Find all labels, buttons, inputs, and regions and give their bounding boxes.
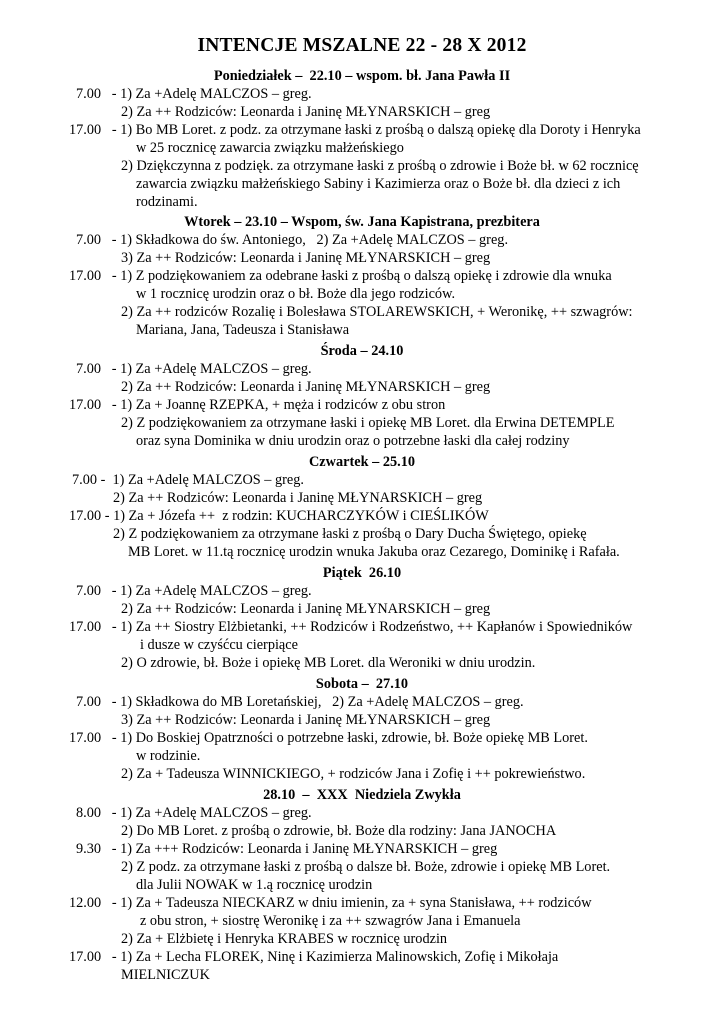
intention-line: w rodzinie. [136, 748, 201, 764]
intention-line: i dusze w czyśćcu cierpiące [140, 637, 298, 653]
intention-line: 17.00 - 1) Za ++ Siostry Elżbietanki, ++ Rodziców i Rodzeństwo, ++ Kapłanów i Spowiedników [69, 619, 633, 635]
intention-line: 17.00 - 1) Bo MB Loret. z podz. za otrzymane łaski z prośbą o dalszą opiekę dla Doroty i Henryka [69, 122, 641, 138]
day-heading-saturday: Sobota – 27.10 [315, 676, 409, 692]
intention-line: 7.00 - 1) Za +Adelę MALCZOS – greg. [72, 472, 305, 488]
day-heading-wednesday: Środa – 24.10 [320, 343, 404, 359]
intention-line: 2) Za + Tadeusza WINNICKIEGO, + rodziców Jana i Zofię i ++ pokrewieństwo. [121, 766, 586, 782]
intention-line: 2) Za ++ Rodziców: Leonarda i Janinę MŁYNARSKICH – greg [113, 490, 483, 506]
intention-line: w 1 rocznicę urodzin oraz o bł. Boże dla jego rodziców. [136, 286, 456, 302]
intention-line: z obu stron, + siostrę Weronikę i za ++ szwagrów Jana i Emanuela [140, 913, 521, 929]
day-heading-tuesday: Wtorek – 23.10 – Wspom, św. Jana Kapistrana, prezbitera [184, 214, 540, 230]
intention-line: 8.00 - 1) Za +Adelę MALCZOS – greg. [76, 805, 312, 821]
intention-line: 2) Za ++ Rodziców: Leonarda i Janinę MŁYNARSKICH – greg [121, 379, 491, 395]
intention-line: 7.00 - 1) Składkowa do MB Loretańskiej, 2) Za +Adelę MALCZOS – greg. [76, 694, 524, 710]
intention-line: 2) Dziękczynna z podzięk. za otrzymane łaski z prośbą o zdrowie i Boże bł. w 62 rocznicę [121, 158, 639, 174]
intention-line: 2) Z podz. za otrzymane łaski z prośbą o dalsze bł. Boże, zdrowie i opiekę MB Loret. [121, 859, 611, 875]
intention-line: rodzinami. [136, 194, 198, 210]
intention-line: 3) Za ++ Rodziców: Leonarda i Janinę MŁYNARSKICH – greg [121, 250, 491, 266]
intention-line: 7.00 - 1) Za +Adelę MALCZOS – greg. [76, 583, 312, 599]
intention-line: 17.00 - 1) Z podziękowaniem za odebrane łaski z prośbą o dalszą opiekę i zdrowie dla wnuka [69, 268, 612, 284]
intention-line: 2) Z podziękowaniem za otrzymane łaski i opiekę MB Loret. dla Erwina DETEMPLE [121, 415, 615, 431]
day-heading-thursday: Czwartek – 25.10 [308, 454, 415, 470]
intention-line: 7.00 - 1) Za +Adelę MALCZOS – greg. [76, 361, 312, 377]
intention-line: 2) Do MB Loret. z prośbą o zdrowie, bł. Boże dla rodziny: Jana JANOCHA [121, 823, 557, 839]
intention-line: zawarcia związku małżeńskiego Sabiny i Kazimierza oraz o Boże bł. dla dzieci z ich [136, 176, 621, 192]
day-heading-sunday: 28.10 – XXX Niedziela Zwykła [263, 787, 461, 803]
intention-line: MIELNICZUK [121, 967, 210, 983]
intention-line: 17.00 - 1) Za + Joannę RZEPKA, + męża i rodziców z obu stron [69, 397, 446, 413]
intention-line: 3) Za ++ Rodziców: Leonarda i Janinę MŁYNARSKICH – greg [121, 712, 491, 728]
intention-line: Mariana, Jana, Tadeusza i Stanisława [136, 322, 350, 338]
intention-line: 2) Za ++ rodziców Rozalię i Bolesława STOLAREWSKICH, + Weronikę, ++ szwagrów: [121, 304, 633, 320]
intention-line: 2) Za ++ Rodziców: Leonarda i Janinę MŁYNARSKICH – greg [121, 601, 491, 617]
intention-line: w 25 rocznicę zawarcia związku małżeńskiego [136, 140, 404, 156]
intention-line: 17.00 - 1) Za + Lecha FLOREK, Ninę i Kazimierza Malinowskich, Zofię i Mikołaja [69, 949, 559, 965]
intention-line: 12.00 - 1) Za + Tadeusza NIECKARZ w dniu imienin, za + syna Stanisława, ++ rodziców [69, 895, 592, 911]
day-heading-monday: Poniedziałek – 22.10 – wspom. bł. Jana Pawła II [213, 68, 511, 84]
intention-line: 7.00 - 1) Za +Adelę MALCZOS – greg. [76, 86, 312, 102]
intention-line: 17.00 - 1) Do Boskiej Opatrzności o potrzebne łaski, zdrowie, bł. Boże opiekę MB Loret. [69, 730, 588, 746]
intention-line: 2) Za ++ Rodziców: Leonarda i Janinę MŁYNARSKICH – greg [121, 104, 491, 120]
intention-line: 17.00 - 1) Za + Józefa ++ z rodzin: KUCHARCZYKÓW i CIEŚLIKÓW [69, 508, 489, 524]
intention-line: 2) O zdrowie, bł. Boże i opiekę MB Loret. dla Weroniki w dniu urodzin. [121, 655, 536, 671]
day-heading-friday: Piątek 26.10 [322, 565, 402, 581]
intention-line: dla Julii NOWAK w 1.ą rocznicę urodzin [136, 877, 373, 893]
intention-line: 9.30 - 1) Za +++ Rodziców: Leonarda i Janinę MŁYNARSKICH – greg [76, 841, 498, 857]
page-title: INTENCJE MSZALNE 22 - 28 X 2012 [197, 35, 527, 56]
intention-line: 2) Za + Elżbietę i Henryka KRABES w rocznicę urodzin [121, 931, 448, 947]
intention-line: oraz syna Dominika w dniu urodzin oraz o potrzebne łaski dla całej rodziny [136, 433, 570, 449]
intention-line: MB Loret. w 11.tą rocznicę urodzin wnuka Jakuba oraz Cezarego, Dominikę i Rafała. [128, 544, 620, 560]
intention-line: 2) Z podziękowaniem za otrzymane łaski z prośbą o Dary Ducha Świętego, opiekę [113, 526, 587, 542]
intention-line: 7.00 - 1) Składkowa do św. Antoniego, 2) Za +Adelę MALCZOS – greg. [76, 232, 509, 248]
